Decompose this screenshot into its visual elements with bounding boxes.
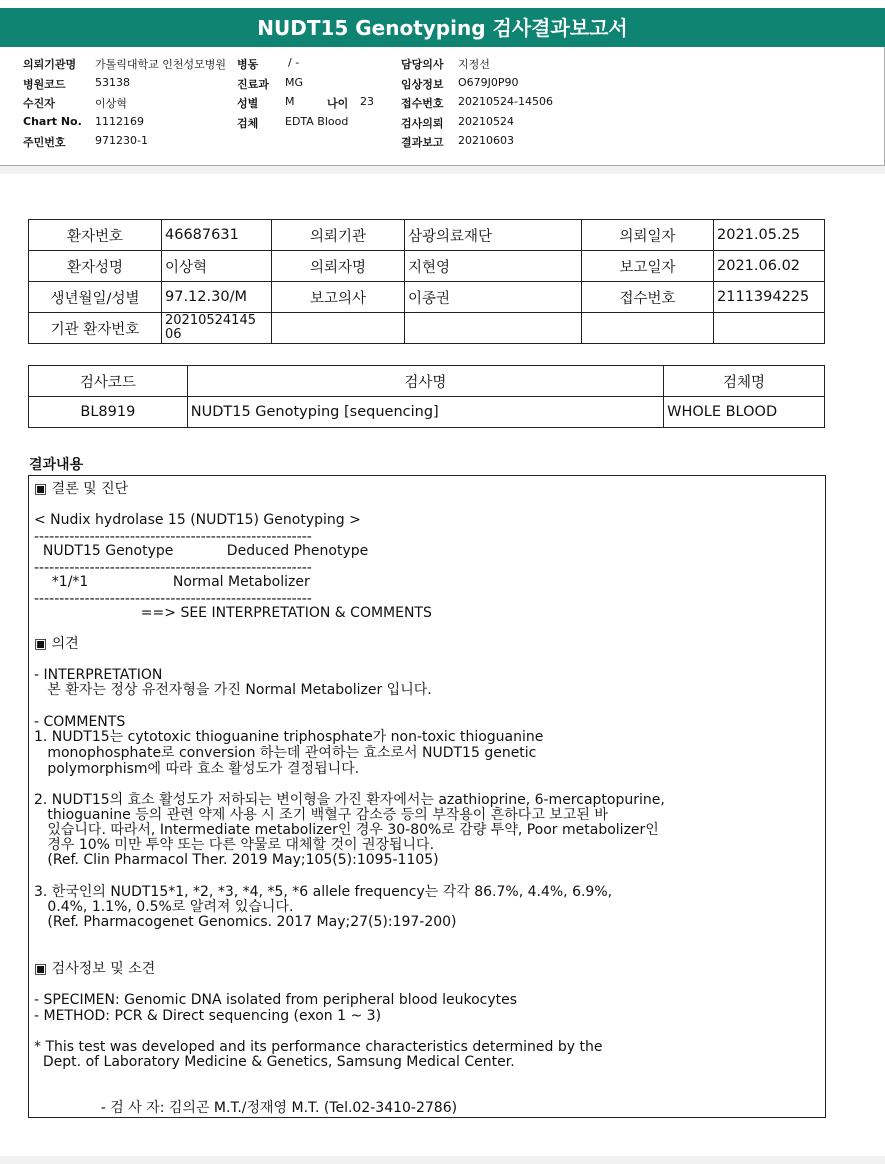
result-line: 경우 10% 미만 투약 또는 다른 약물로 대체할 것이 권장됩니다. bbox=[34, 837, 435, 853]
result-line: ------------------------------------------------------- bbox=[34, 560, 312, 576]
field-label: 접수번호 bbox=[582, 282, 714, 313]
bottom-band bbox=[0, 1156, 885, 1164]
result-line: ▣ 의견 bbox=[34, 636, 79, 652]
header-label: 주민번호 bbox=[23, 136, 66, 149]
header-label: 나이 bbox=[327, 97, 349, 110]
result-line: thioguanine 등의 관련 약제 사용 시 조기 백혈구 감소증 등의 부작용이 흔하다고 보고된 바 bbox=[34, 807, 608, 823]
result-line: (Ref. Clin Pharmacol Ther. 2019 May;105(5):1095-1105) bbox=[34, 852, 439, 868]
field-value: 97.12.30/M bbox=[162, 282, 272, 313]
header-label: 임상정보 bbox=[401, 78, 444, 91]
field-value bbox=[272, 313, 405, 344]
header-value: 1112169 bbox=[95, 115, 144, 128]
column-header: 검체명 bbox=[664, 366, 825, 397]
field-label: 보고일자 bbox=[582, 251, 714, 282]
field-value bbox=[582, 313, 714, 344]
result-line: (Ref. Pharmacogenet Genomics. 2017 May;27(5):197-200) bbox=[34, 914, 457, 930]
table-row bbox=[29, 251, 825, 282]
field-value: 삼광의료재단 bbox=[405, 220, 582, 251]
result-line: * This test was developed and its performance characteristics determined by the bbox=[34, 1039, 603, 1055]
header-value: 53138 bbox=[95, 76, 130, 89]
field-value: 2021.05.25 bbox=[714, 220, 825, 251]
report-header bbox=[0, 47, 885, 166]
test-info-table bbox=[28, 365, 825, 428]
field-value: 이종권 bbox=[405, 282, 582, 313]
header-value: 20210603 bbox=[458, 134, 514, 147]
specimen-name: WHOLE BLOOD bbox=[664, 397, 825, 428]
result-line: ------------------------------------------------------- bbox=[34, 529, 312, 545]
result-line: NUDT15 Genotype Deduced Phenotype bbox=[34, 543, 369, 559]
field-label: 환자성명 bbox=[29, 251, 162, 282]
header-label: 진료과 bbox=[237, 78, 269, 91]
result-line: ------------------------------------------------------- bbox=[34, 591, 312, 607]
result-line: 2. NUDT15의 효소 활성도가 저하되는 변이형을 가진 환자에서는 azathioprine, 6-mercaptopurine, bbox=[34, 792, 665, 808]
header-value: 20210524 bbox=[458, 115, 514, 128]
header-value: EDTA Blood bbox=[285, 115, 349, 128]
field-label: 의뢰자명 bbox=[272, 251, 405, 282]
result-line: 0.4%, 1.1%, 0.5%로 알려져 있습니다. bbox=[34, 899, 294, 915]
table-header-row bbox=[29, 366, 825, 397]
result-line: ==> SEE INTERPRETATION & COMMENTS bbox=[34, 605, 432, 621]
test-name: NUDT15 Genotyping [sequencing] bbox=[187, 397, 663, 428]
field-value: 20210524145 06 bbox=[162, 313, 272, 344]
header-label: 담당의사 bbox=[401, 58, 444, 71]
header-value: MG bbox=[285, 76, 304, 89]
column-header: 검사명 bbox=[187, 366, 663, 397]
field-value: 2021.06.02 bbox=[714, 251, 825, 282]
header-label: 병원코드 bbox=[23, 78, 66, 91]
header-value: 지정선 bbox=[458, 58, 490, 71]
header-label: 검사의뢰 bbox=[401, 117, 444, 130]
result-line: 1. NUDT15는 cytotoxic thioguanine triphosphate가 non-toxic thioguanine bbox=[34, 729, 544, 745]
test-code: BL8919 bbox=[29, 397, 188, 428]
header-label: 결과보고 bbox=[401, 136, 444, 149]
field-label: 보고의사 bbox=[272, 282, 405, 313]
header-value: / - bbox=[288, 56, 300, 69]
field-value: 2111394225 bbox=[714, 282, 825, 313]
column-header: 검사코드 bbox=[29, 366, 188, 397]
result-line: - METHOD: PCR & Direct sequencing (exon 1 ~ 3) bbox=[34, 1008, 382, 1024]
header-value: 23 bbox=[360, 95, 374, 108]
field-label: 의뢰기관 bbox=[272, 220, 405, 251]
result-line: *1/*1 Normal Metabolizer bbox=[34, 574, 310, 590]
section-title: 결과내용 bbox=[29, 457, 84, 473]
field-label: 생년월일/성별 bbox=[29, 282, 162, 313]
result-line: polymorphism에 따라 효소 활성도가 결정됩니다. bbox=[34, 761, 360, 777]
result-line: Dept. of Laboratory Medicine & Genetics, Samsung Medical Center. bbox=[34, 1054, 515, 1070]
result-line: ▣ 결론 및 진단 bbox=[34, 481, 129, 497]
result-line: 3. 한국인의 NUDT15*1, *2, *3, *4, *5, *6 allele frequency는 각각 86.7%, 4.4%, 6.9%, bbox=[34, 884, 613, 900]
separator-band bbox=[0, 166, 885, 174]
report-title: NUDT15 Genotyping 검사결과보고서 bbox=[0, 8, 885, 47]
field-value: 이상혁 bbox=[162, 251, 272, 282]
result-line: monophosphate로 conversion 하는데 관여하는 효소로서 NUDT15 genetic bbox=[34, 745, 537, 761]
header-label: 접수번호 bbox=[401, 97, 444, 110]
header-label: 수진자 bbox=[23, 97, 55, 110]
field-value bbox=[714, 313, 825, 344]
field-value: 46687631 bbox=[162, 220, 272, 251]
header-value: O679J0P90 bbox=[458, 76, 519, 89]
header-value: 이상혁 bbox=[95, 97, 127, 110]
patient-info-table bbox=[28, 219, 825, 344]
header-value: 가톨릭대학교 인천성모병원 bbox=[95, 58, 227, 71]
table-row bbox=[29, 313, 825, 344]
header-label: 성별 bbox=[237, 97, 259, 110]
header-label: 병동 bbox=[237, 58, 259, 71]
result-line: - INTERPRETATION bbox=[34, 667, 163, 683]
header-label: 검체 bbox=[237, 117, 259, 130]
result-line: ▣ 검사정보 및 소견 bbox=[34, 961, 156, 977]
field-value bbox=[405, 313, 582, 344]
result-line: 본 환자는 정상 유전자형을 가진 Normal Metabolizer 입니다. bbox=[34, 682, 432, 698]
result-line: - SPECIMEN: Genomic DNA isolated from peripheral blood leukocytes bbox=[34, 992, 518, 1008]
header-label: 의뢰기관명 bbox=[23, 58, 77, 71]
result-line: 있습니다. 따라서, Intermediate metabolizer인 경우 30-80%로 감량 투약, Poor metabolizer인 bbox=[34, 822, 659, 838]
result-line: - COMMENTS bbox=[34, 714, 126, 730]
result-content bbox=[28, 475, 826, 1118]
table-row bbox=[29, 282, 825, 313]
field-value: 지현영 bbox=[405, 251, 582, 282]
field-label: 환자번호 bbox=[29, 220, 162, 251]
field-label: 기관 환자번호 bbox=[29, 313, 162, 344]
field-label: 의뢰일자 bbox=[582, 220, 714, 251]
result-line: - 검 사 자: 김의곤 M.T./정재영 M.T. (Tel.02-3410-2786) bbox=[34, 1100, 458, 1116]
header-label: Chart No. bbox=[23, 115, 82, 128]
header-value: 971230-1 bbox=[95, 134, 148, 147]
result-line: < Nudix hydrolase 15 (NUDT15) Genotyping > bbox=[34, 512, 361, 528]
table-row bbox=[29, 220, 825, 251]
header-value: 20210524-14506 bbox=[458, 95, 553, 108]
header-value: M bbox=[285, 95, 295, 108]
table-row bbox=[29, 397, 825, 428]
